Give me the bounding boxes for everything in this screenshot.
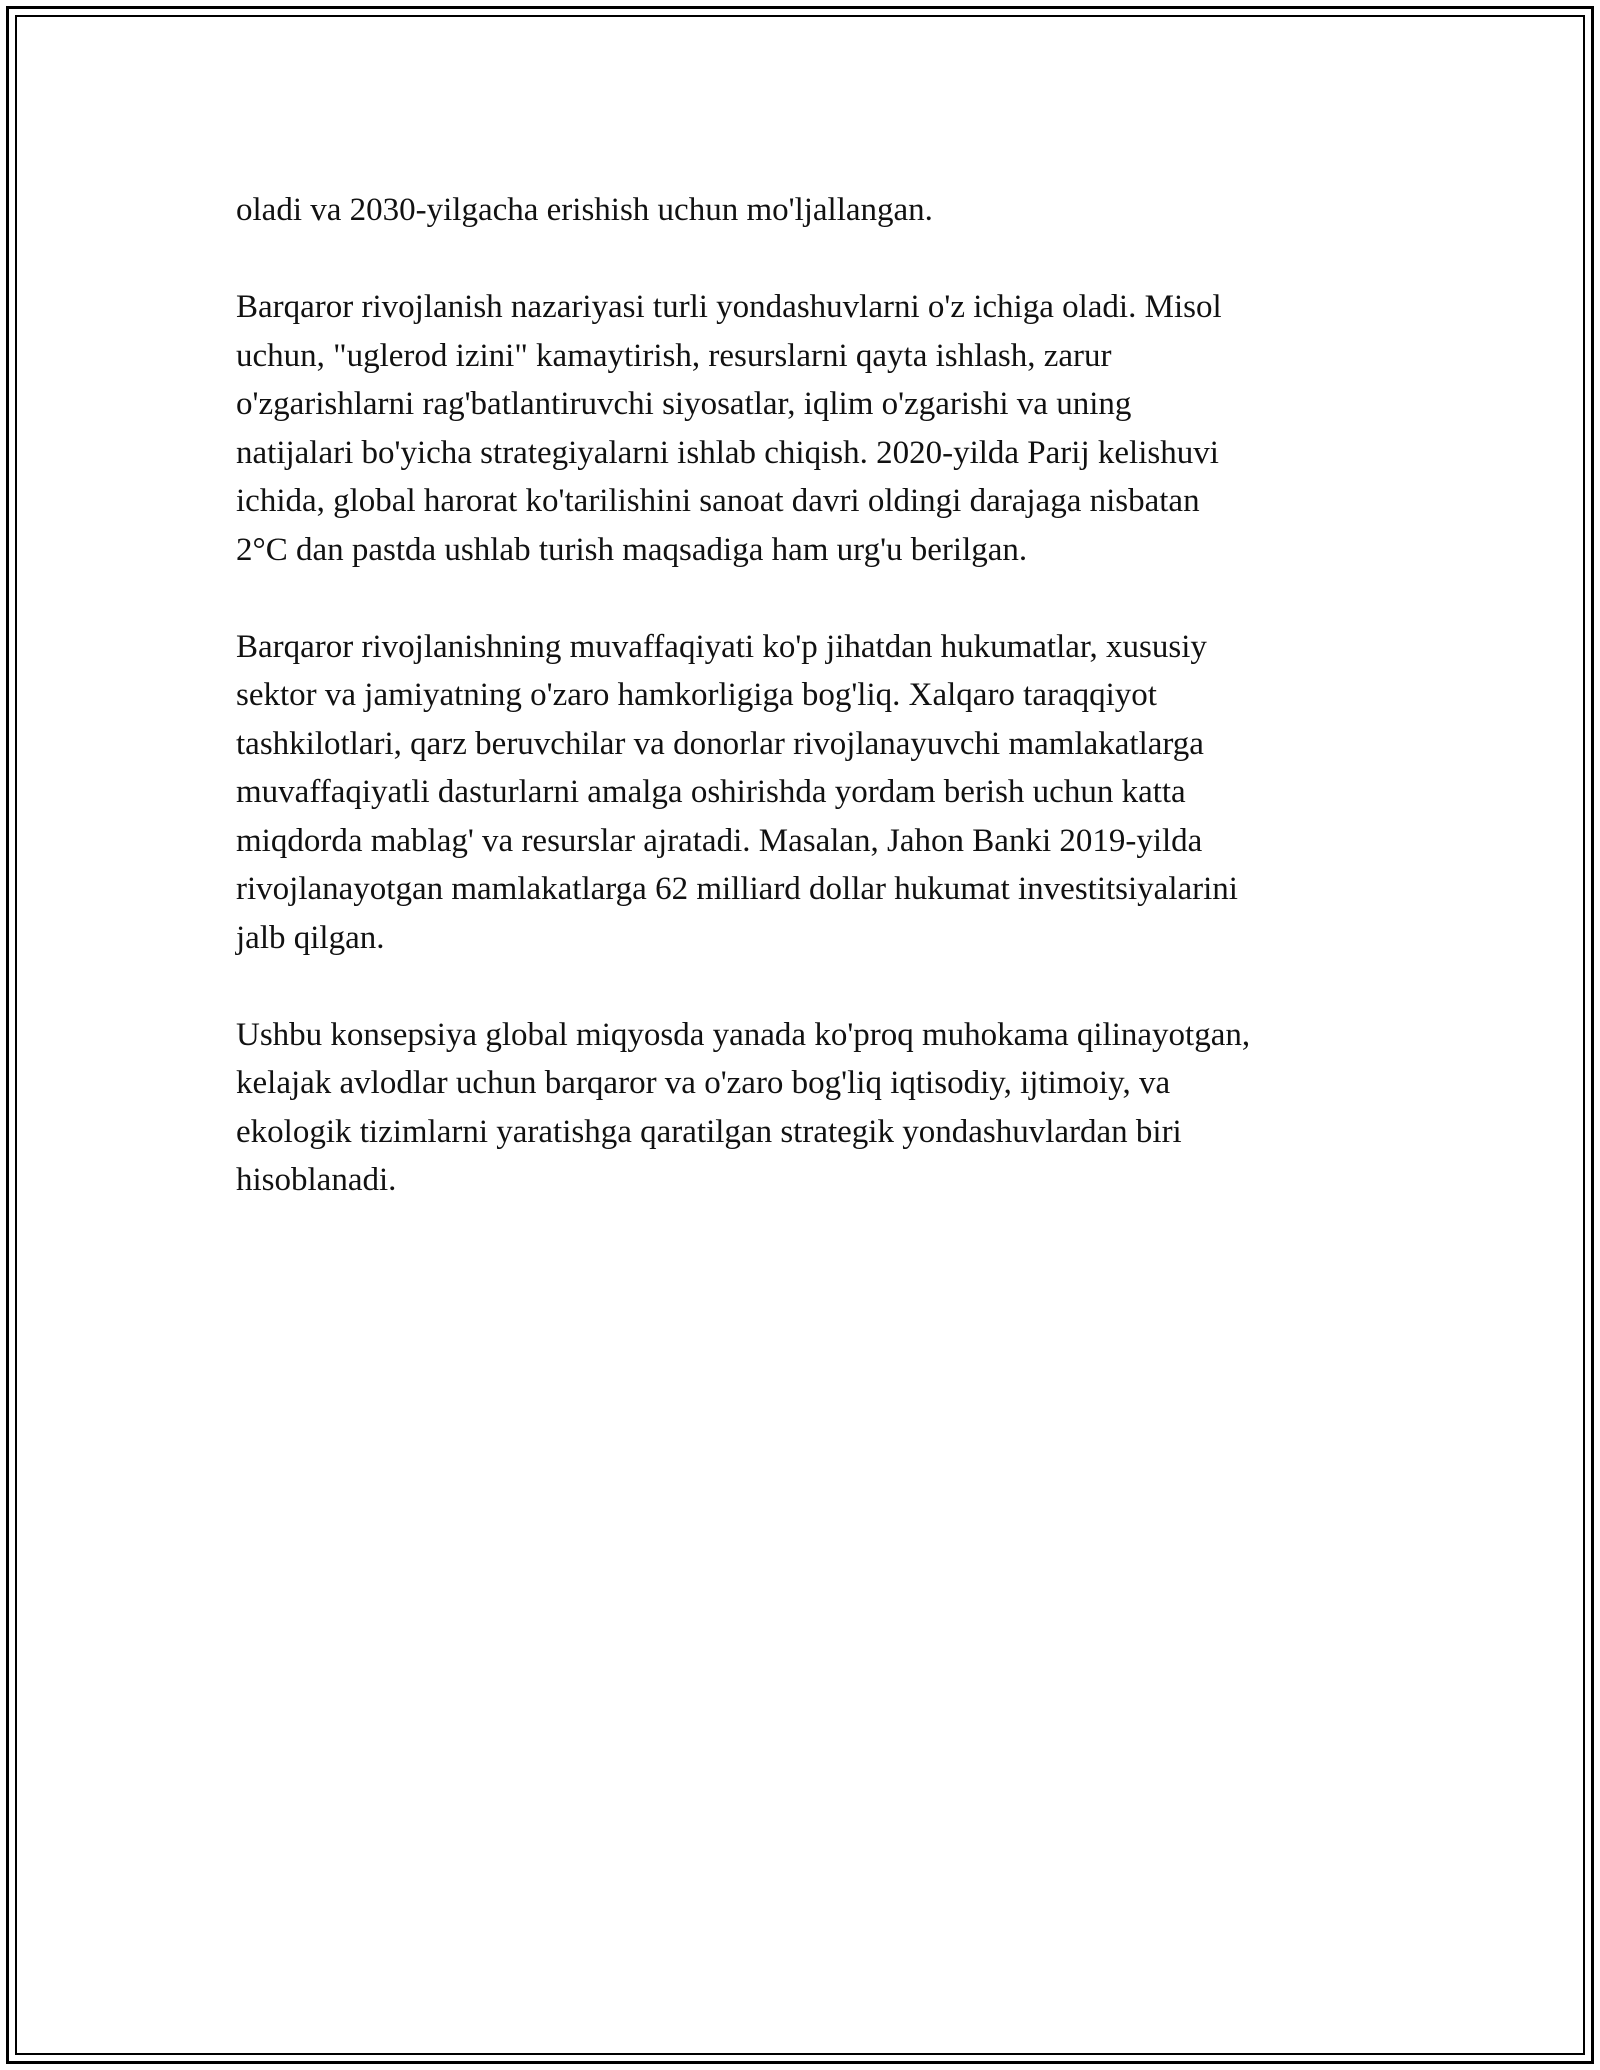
text-line: ekologik tizimlarni yaratishga qaratilgan strategik yondashuvlardan biri bbox=[236, 1113, 1182, 1150]
text-line: natijalari bo'yicha strategiyalarni ishlab chiqish. 2020-yilda Parij kelishuvi bbox=[236, 434, 1219, 471]
text-line: miqdorda mablag' va resurslar ajratadi. Masalan, Jahon Banki 2019-yilda bbox=[236, 822, 1203, 859]
text-line: tashkilotlari, qarz beruvchilar va donorlar rivojlanayuvchi mamlakatlarga bbox=[236, 725, 1204, 762]
text-line: Barqaror rivojlanish nazariyasi turli yondashuvlarni o'z ichiga oladi. Misol bbox=[236, 289, 1222, 325]
text-line: oladi va 2030-yilgacha erishish uchun mo'ljallangan. bbox=[236, 192, 933, 228]
text-line: Ushbu konsepsiya global miqyosda yanada ko'proq muhokama qilinayotgan, bbox=[236, 1016, 1251, 1053]
text-line: sektor va jamiyatning o'zaro hamkorligiga bog'liq. Xalqaro taraqqiyot bbox=[236, 677, 1157, 713]
text-line: Barqaror rivojlanishning muvaffaqiyati ko'p jihatdan hukumatlar, xususiy bbox=[236, 628, 1207, 665]
text-line: 2°C dan pastda ushlab turish maqsadiga ham urg'u berilgan. bbox=[236, 531, 1028, 568]
text-line: ichida, global harorat ko'tarilishini sanoat davri oldingi darajaga nisbatan bbox=[236, 483, 1200, 519]
text-line: jalb qilgan. bbox=[236, 919, 385, 956]
paragraph-4 bbox=[236, 1011, 1366, 1205]
text-line: rivojlanayotgan mamlakatlarga 62 milliard dollar hukumat investitsiyalarini bbox=[236, 871, 1238, 907]
text-line: o'zgarishlarni rag'batlantiruvchi siyosatlar, iqlim o'zgarishi va uning bbox=[236, 386, 1132, 422]
paragraph-1 bbox=[236, 186, 1366, 235]
text-line: uchun, "uglerod izini" kamaytirish, resurslarni qayta ishlash, zarur bbox=[236, 337, 1112, 374]
text-line: muvaffaqiyatli dasturlarni amalga oshirishda yordam berish uchun katta bbox=[236, 774, 1186, 810]
text-line: hisoblanadi. bbox=[236, 1162, 397, 1198]
document-body bbox=[236, 186, 1366, 1253]
paragraph-2 bbox=[236, 283, 1366, 574]
text-line: kelajak avlodlar uchun barqaror va o'zaro bog'liq iqtisodiy, ijtimoiy, va bbox=[236, 1065, 1171, 1101]
paragraph-3 bbox=[236, 623, 1366, 963]
